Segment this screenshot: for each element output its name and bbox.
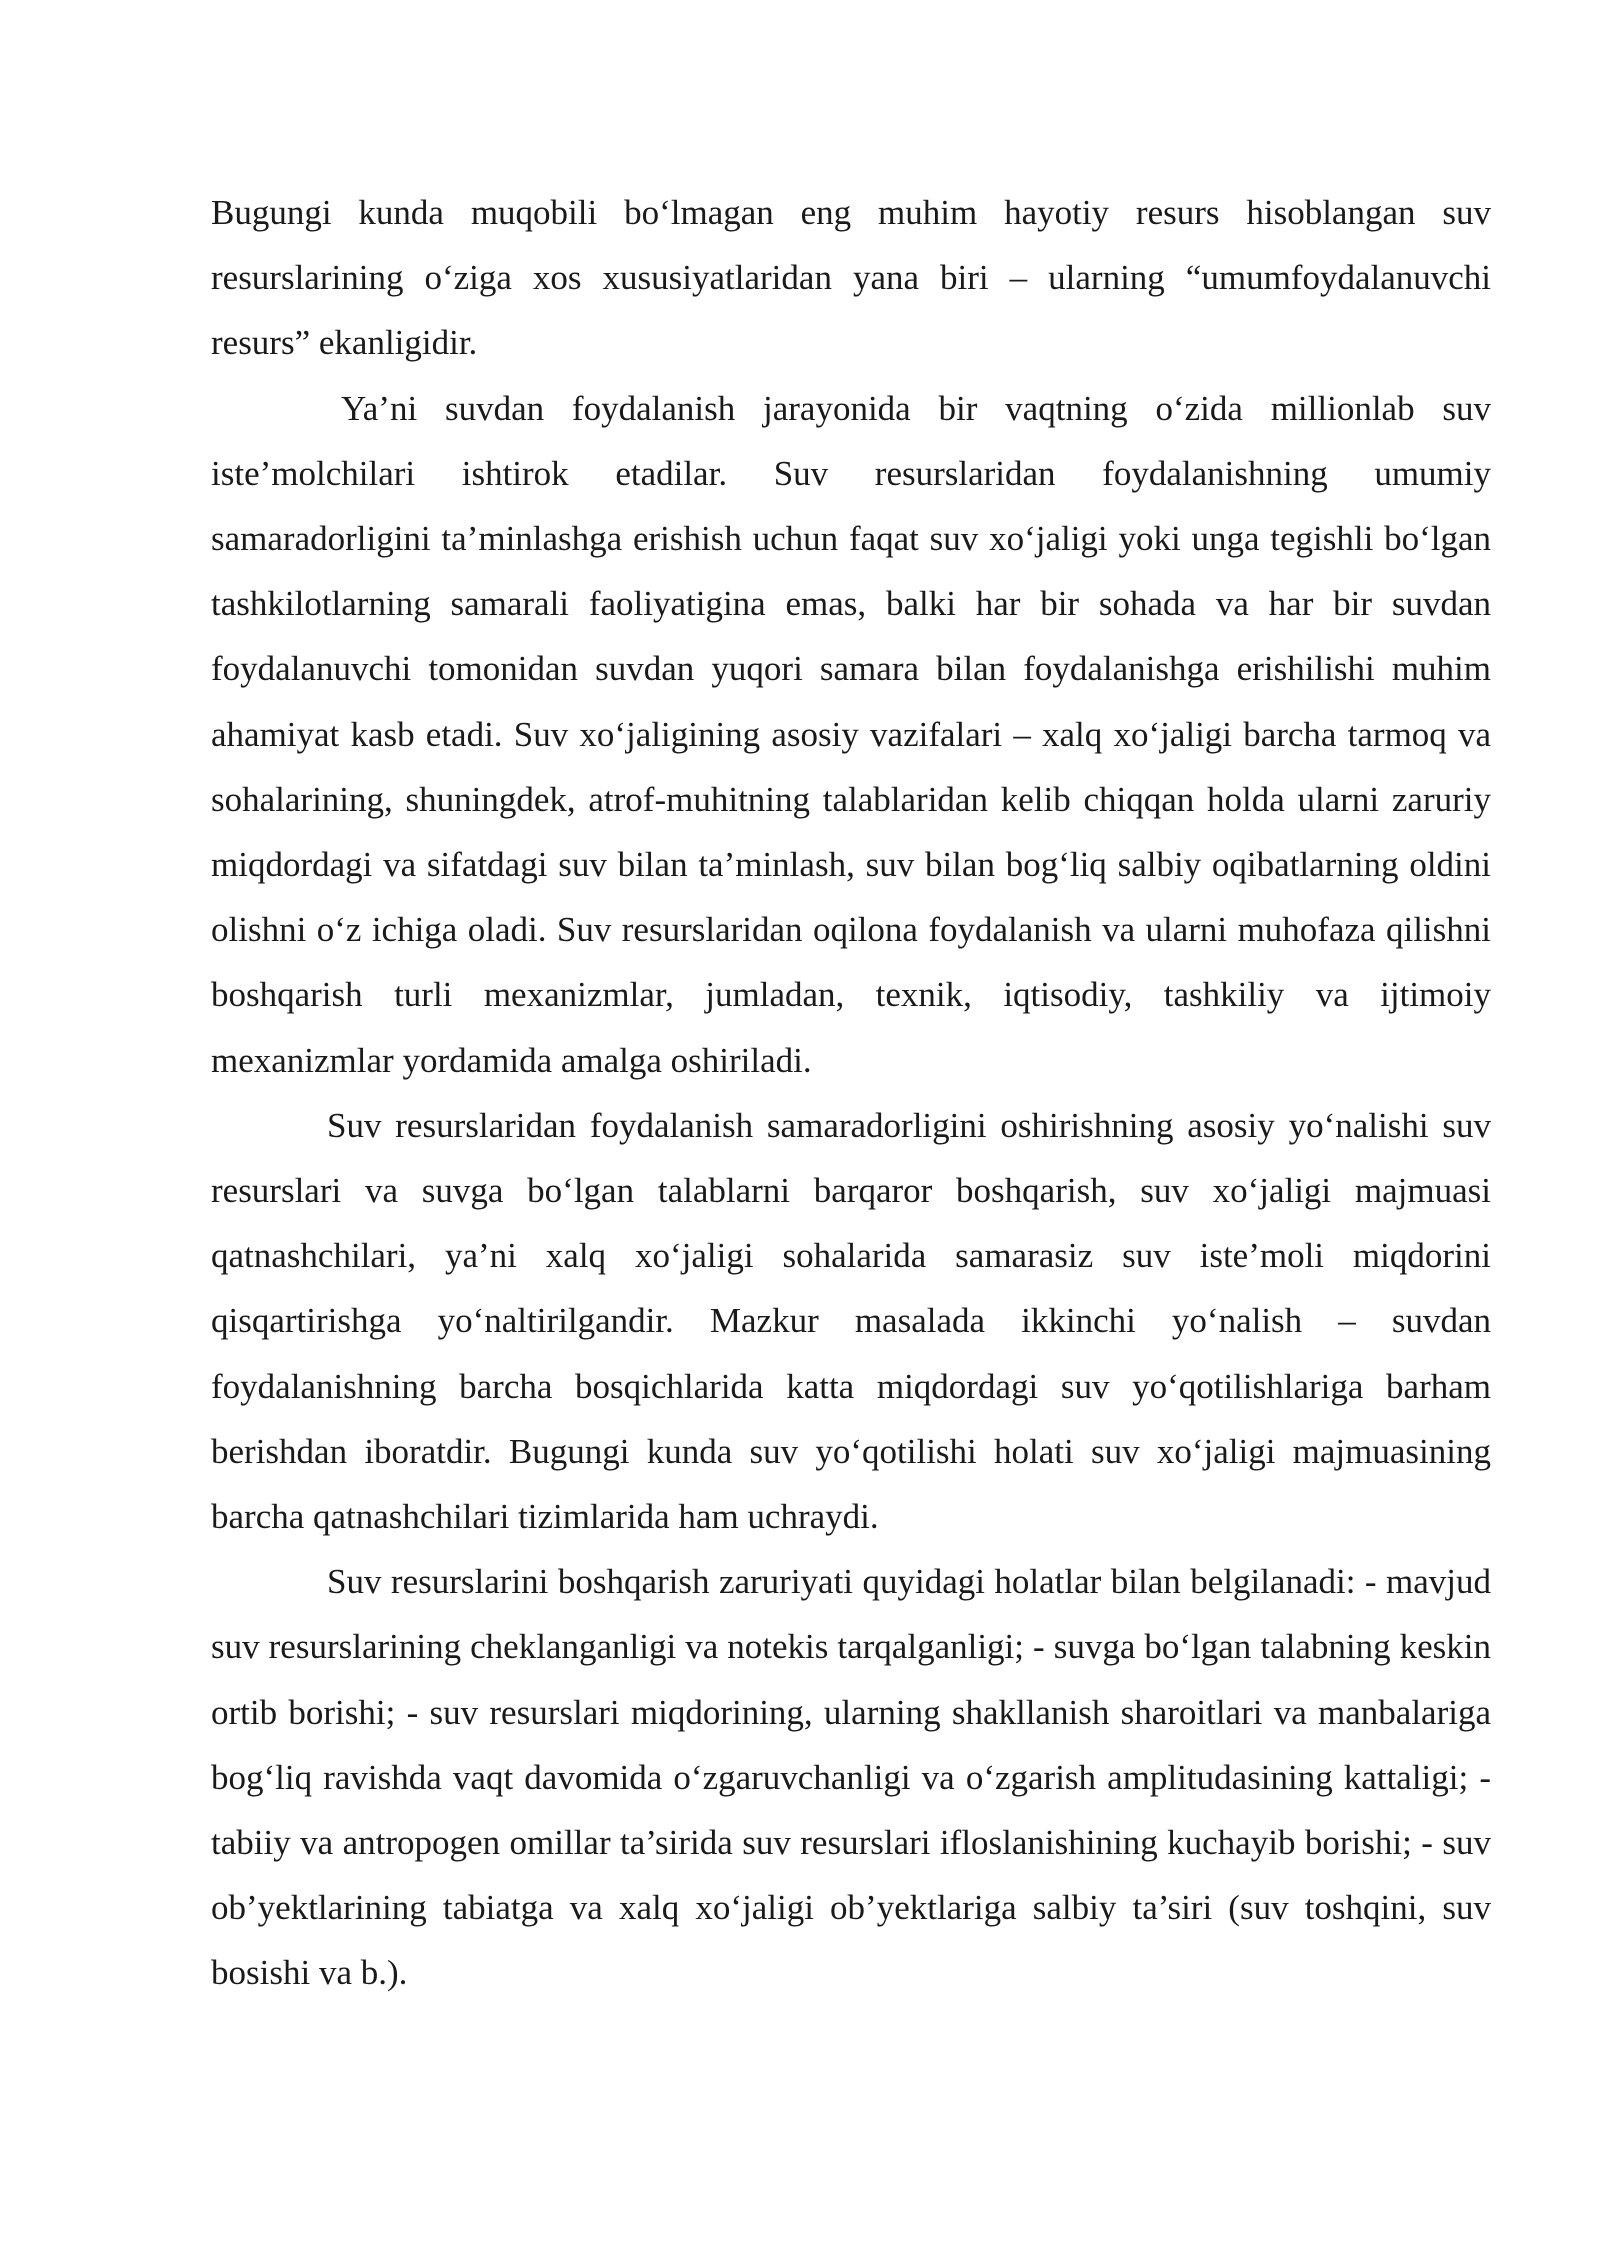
- paragraph-2: Ya’ni suvdan foydalanish jarayonida bir vaqtning oʻzida millionlab suv iste’molchilari ishtirok etadilar. Suv resurslaridan foydalanishning umumiy samaradorligini ta’minlashga erishish uchun faqat suv xoʻjaligi yoki unga tegishli boʻlgan tashkilotlarning samarali faoliyatigina emas, balki har bir sohada va har bir suvdan foydalanuvchi tomonidan suvdan yuqori samara bilan foydalanishga erishilishi muhim ahamiyat kasb etadi. Suv xoʻjaligining asosiy vazifalari – xalq xoʻjaligi barcha tarmoq va sohalarining, shuningdek, atrof-muhitning talablaridan kelib chiqqan holda ularni zaruriy miqdordagi va sifatdagi suv bilan ta’minlash, suv bilan bogʻliq salbiy oqibatlarning oldini olishni oʻz ichiga oladi. Suv resurslaridan oqilona foydalanish va ularni muhofaza qilishni boshqarish turli mexanizmlar, jumladan, texnik, iqtisodiy, tashkiliy va ijtimoiy mexanizmlar yordamida amalga oshiriladi.: [211, 388, 1491, 1080]
- document-body: [211, 180, 1491, 2006]
- paragraph-4: Suv resurslarini boshqarish zaruriyati quyidagi holatlar bilan belgilanadi: - mavjud suv resurslarining cheklanganligi va notekis tarqalganligi; - suvga boʻlgan talabning keskin ortib borishi; - suv resurslari miqdorining, ularning shakllanish sharoitlari va manbalariga bogʻliq ravishda vaqt davomida oʻzgaruvchanligi va oʻzgarish amplitudasining kattaligi; - tabiiy va antropogen omillar ta’sirida suv resurslari ifloslanishining kuchayib borishi; - suv ob’yektlarining tabiatga va xalq xoʻjaligi ob’yektlariga salbiy ta’siri (suv toshqini, suv bosishi va b.).: [211, 1562, 1491, 1993]
- paragraph-3: Suv resurslaridan foydalanish samaradorligini oshirishning asosiy yoʻnalishi suv resurslari va suvga boʻlgan talablarni barqaror boshqarish, suv xoʻjaligi majmuasi qatnashchilari, ya’ni xalq xoʻjaligi sohalarida samarasiz suv iste’moli miqdorini qisqartirishga yoʻnaltirilgandir. Mazkur masalada ikkinchi yoʻnalish – suvdan foydalanishning barcha bosqichlarida katta miqdordagi suv yoʻqotilishlariga barham berishdan iboratdir. Bugungi kunda suv yoʻqotilishi holati suv xoʻjaligi majmuasining barcha qatnashchilari tizimlarida ham uchraydi.: [211, 1105, 1491, 1537]
- paragraph-1: Bugungi kunda muqobili boʻlmagan eng muhim hayotiy resurs hisoblangan suv resurslarining oʻziga xos xususiyatlaridan yana biri – ularning “umumfoydalanuvchi resurs” ekanligidir.: [211, 193, 1491, 363]
